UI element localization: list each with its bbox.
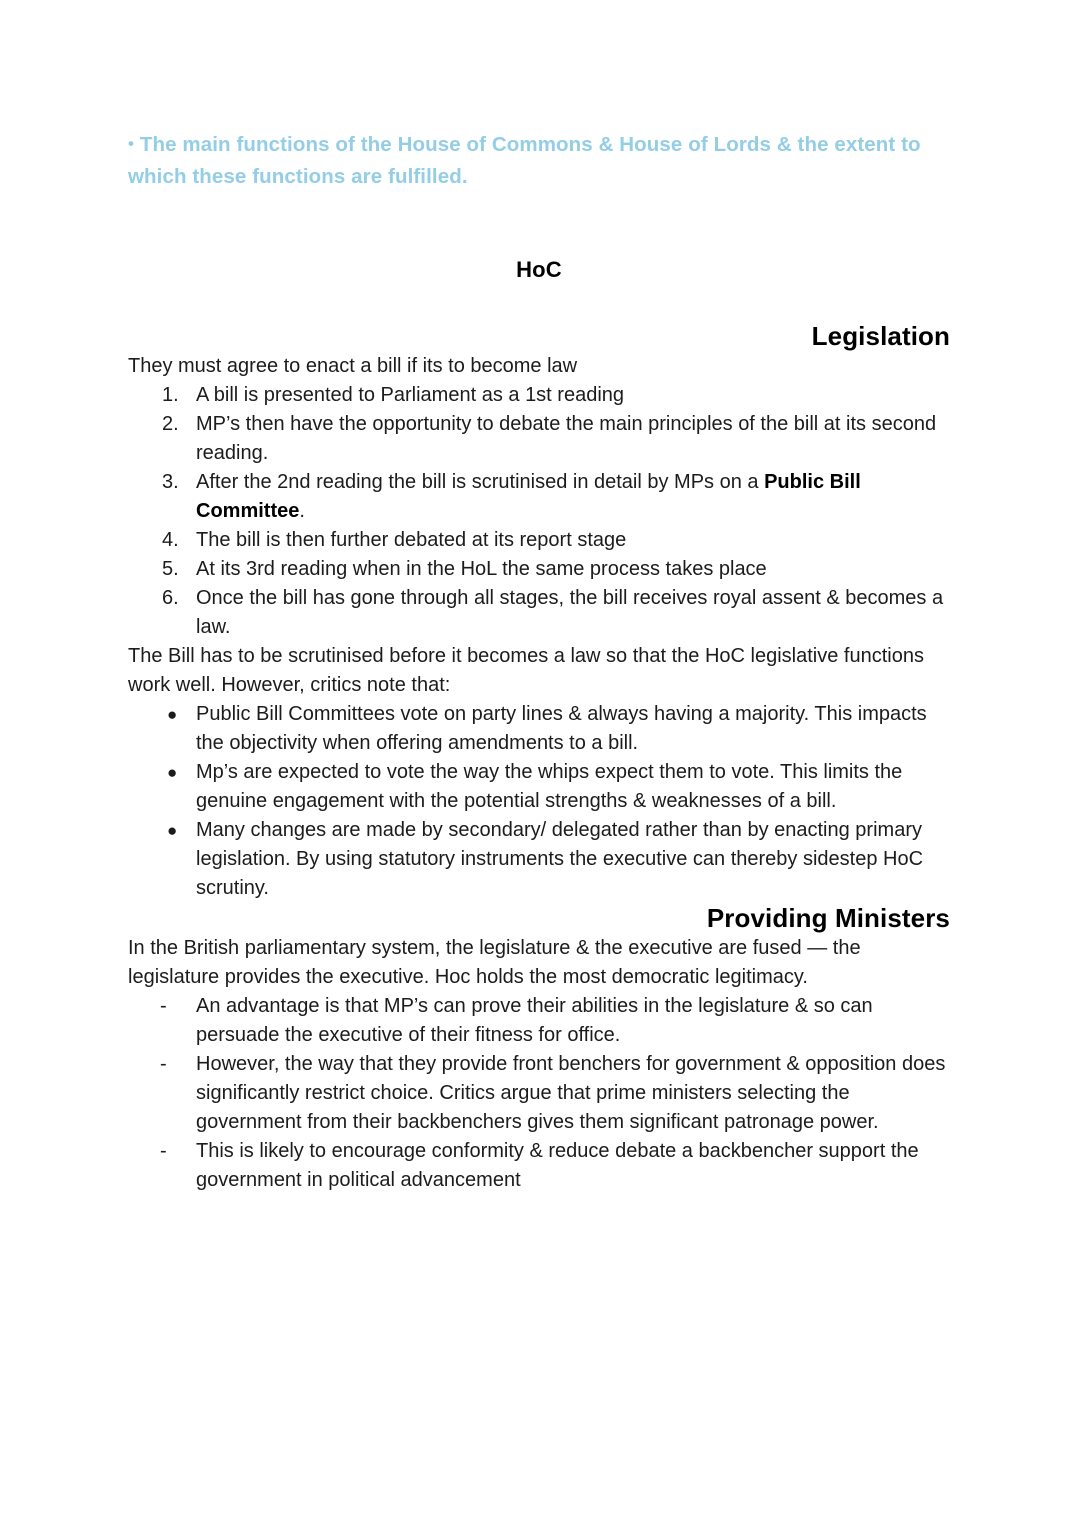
list-item-text: Once the bill has gone through all stages, the bill receives royal assent & becomes a law.: [196, 587, 944, 638]
bullet-point-icon: ●: [167, 705, 178, 724]
list-item-text: However, the way that they provide front benchers for government & opposition does significantly restrict choice. Critics argue that prime ministers selecting the government from their backbenchers gives them significant patronage power.: [196, 1053, 946, 1133]
dash-marker-icon: -: [160, 1140, 167, 1162]
list-item: [128, 1137, 950, 1195]
list-item-text: MP’s then have the opportunity to debate the main principles of the bill at its second reading.: [196, 413, 937, 464]
list-item-text: Mp’s are expected to vote the way the whips expect them to vote. This limits the genuine engagement with the potential strengths & weaknesses of a bill.: [196, 761, 903, 812]
list-marker: 3.: [162, 471, 179, 493]
list-marker: 4.: [162, 529, 179, 551]
topic-bullet-icon: •: [128, 134, 135, 153]
bullet-point-icon: ●: [167, 763, 178, 782]
list-item-text-bold: Public Bill Committee: [196, 471, 861, 522]
list-item-text: At its 3rd reading when in the HoL the same process takes place: [196, 558, 767, 580]
legislation-intro: They must agree to enact a bill if its to become law: [128, 355, 578, 377]
list-item: [128, 468, 950, 526]
list-item-text: A bill is presented to Parliament as a 1st reading: [196, 384, 625, 406]
list-item-text: Many changes are made by secondary/ delegated rather than by enacting primary legislation. By using statutory instruments the executive can thereby sidestep HoC scrutiny.: [196, 819, 924, 899]
providing-ministers-dash-list: [128, 992, 950, 1195]
bullet-point-icon: ●: [167, 821, 178, 840]
dash-marker-icon: -: [160, 1053, 167, 1075]
list-marker: 2.: [162, 413, 179, 435]
topic-heading-text: The main functions of the House of Commons & House of Lords & the extent to which these functions are fulfilled.: [128, 133, 921, 188]
list-item: [128, 555, 950, 584]
list-item: [128, 526, 950, 555]
document-content: [128, 128, 950, 1195]
topic-heading: [128, 128, 950, 193]
list-item: [128, 816, 950, 903]
list-item: [128, 992, 950, 1050]
list-marker: 5.: [162, 558, 179, 580]
list-item: [128, 1050, 950, 1137]
list-item: [128, 758, 950, 816]
legislation-bullet-list: [128, 700, 950, 903]
list-marker: 6.: [162, 587, 179, 609]
list-item-text-after: .: [299, 500, 305, 522]
dash-marker-icon: -: [160, 995, 167, 1017]
section-heading-legislation: Legislation: [811, 321, 950, 351]
legislation-critique-intro: The Bill has to be scrutinised before it becomes a law so that the HoC legislative functions work well. However, critics note that:: [128, 645, 924, 696]
list-marker: 1.: [162, 384, 179, 406]
section-heading-providing-ministers: Providing Ministers: [706, 903, 950, 933]
legislation-numbered-list: [128, 381, 950, 642]
list-item-text: Public Bill Committees vote on party lines & always having a majority. This impacts the objectivity when offering amendments to a bill.: [196, 703, 927, 754]
list-item-text-before: After the 2nd reading the bill is scrutinised in detail by MPs on a: [196, 471, 765, 493]
list-item-text: An advantage is that MP’s can prove their abilities in the legislature & so can persuade the executive of their fitness for office.: [196, 995, 873, 1046]
list-item: [128, 410, 950, 468]
providing-ministers-intro: In the British parliamentary system, the legislature & the executive are fused — the legislature provides the executive. Hoc holds the most democratic legitimacy.: [128, 937, 861, 988]
list-item: [128, 381, 950, 410]
page-title: HoC: [516, 257, 562, 282]
list-item: [128, 584, 950, 642]
list-item: [128, 700, 950, 758]
list-item-text: The bill is then further debated at its report stage: [196, 529, 627, 551]
list-item-text: This is likely to encourage conformity & reduce debate a backbencher support the government in political advancement: [196, 1140, 919, 1191]
